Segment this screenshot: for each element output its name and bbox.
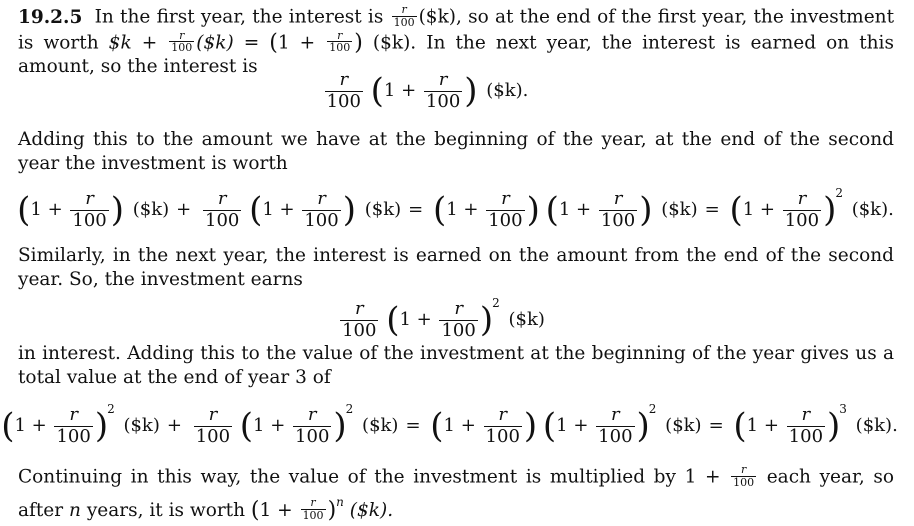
paragraph-3: Similarly, in the next year, the interest is earned on the amount from the end of the second year. So, the investment earns — [18, 245, 894, 290]
paragraph-4: in interest. Adding this to the value of the investment at the beginning of the year gives us a total value at the end of year 3 of — [18, 343, 894, 388]
equation-end-year-2: (1 + $\frac{r}{100}$ ) ($k) + $\frac{r}{100}$ (1 + $\frac{r}{100}$ ) ($k) = (1 + $\frac{r}{100}$ ) (1 + $\frac{r}{100}$ ) ($k) = (1 + $\frac{r}{100}$ )$^2$ ($k). — [17, 186, 894, 231]
paragraph-2: Adding this to the amount we have at the beginning of the year, at the end of the second year the investment is worth — [18, 129, 894, 174]
section-number: 19.2.5 — [18, 6, 83, 28]
equation-interest-year-2: $\frac{r}{100}$ (1 + $\frac{r}{100}$ ) ($k). — [326, 69, 529, 112]
paragraph-1: 19.2.5 In the first year, the interest is $\frac{r}{100}$ ($k), so at the end of the first year, the investment is worth $k + $\frac{r}{100}$ ($k) = (1 + $\frac{r}{100}$ ) ($k). In the next year, the interest is earned on this amount, so the interest is — [18, 3, 895, 78]
equation-end-year-3: (1 + $\frac{r}{100}$ )$^2$ ($k) + $\frac{r}{100}$ (1 + $\frac{r}{100}$ )$^2$ ($k) = (1 + $\frac{r}{100}$ ) (1 + $\frac{r}{100}$ )$^2$ ($k) = (1 + $\frac{r}{100}$ )$^3$ ($k). — [1, 402, 898, 447]
equation-interest-year-3: $\frac{r}{100}$ (1 + $\frac{r}{100}$ )$^2$ ($k) — [342, 296, 545, 341]
paragraph-5: Continuing in this way, the value of the investment is multiplied by 1 + $\frac{r}{100}$ each year, so after n years, it is worth (1 + $\frac{r}{100}$ )$^n$ ($k). — [18, 463, 894, 523]
fraction-r-over-100: $\frac{r}{100}$ — [393, 3, 415, 29]
